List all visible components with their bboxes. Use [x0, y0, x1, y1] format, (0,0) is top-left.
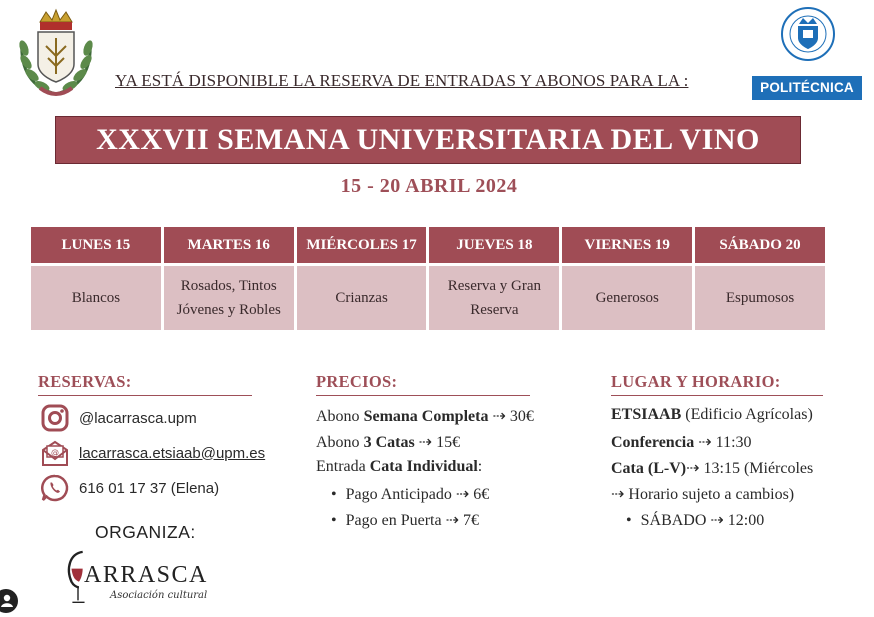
user-icon[interactable] [0, 589, 22, 613]
event-dates: 15 - 20 ABRIL 2024 [340, 175, 518, 197]
instagram-icon [40, 403, 70, 433]
schedule-theme-row [31, 266, 825, 330]
day-header: VIERNES 19 [562, 227, 692, 263]
upm-label: POLITÉCNICA [752, 76, 862, 100]
reservas-title: RESERVAS: [38, 372, 252, 396]
day-header: MIÉRCOLES 17 [297, 227, 427, 263]
day-theme: Blancos [31, 266, 161, 330]
whatsapp-icon [40, 473, 70, 503]
svg-text:@: @ [51, 448, 59, 457]
day-theme: Generosos [562, 266, 692, 330]
announcement-text: YA ESTÁ DISPONIBLE LA RESERVA DE ENTRADAS Y ABONOS PARA LA : [115, 71, 689, 90]
conferencia-line: Conferencia ⇢ 11:30 [611, 434, 752, 451]
instagram-contact[interactable] [40, 403, 197, 433]
price-abono-3: Abono 3 Catas ⇢ 15€ [316, 434, 461, 451]
place-line: ETSIAAB (Edificio Agrícolas) [611, 406, 813, 423]
lugar-title: LUGAR Y HORARIO: [611, 372, 823, 396]
sabado-bullet: • SÁBADO ⇢ 12:00 [626, 510, 764, 530]
precios-title: PRECIOS: [316, 372, 530, 396]
email-link[interactable]: lacarrasca.etsiaab@upm.es [79, 444, 266, 462]
event-title-banner: XXXVII SEMANA UNIVERSITARIA DEL VINO [55, 116, 801, 164]
phone-contact[interactable] [40, 473, 219, 503]
upm-seal-icon [780, 6, 836, 62]
phone-number[interactable]: 616 01 17 37 (Elena) [79, 479, 220, 497]
upm-logo [752, 6, 862, 98]
price-bullet: • Pago Anticipado ⇢ 6€ [331, 484, 489, 504]
carrasca-logo [64, 548, 224, 612]
email-icon [40, 438, 70, 468]
day-header: SÁBADO 20 [695, 227, 825, 263]
schedule-header-row [31, 227, 825, 263]
day-theme: Crianzas [297, 266, 427, 330]
email-contact[interactable] [40, 438, 265, 468]
carrasca-name: ARRASCA [84, 562, 208, 588]
day-header: LUNES 15 [31, 227, 161, 263]
day-theme: Espumosos [695, 266, 825, 330]
price-abono-completo: Abono Semana Completa ⇢ 30€ [316, 408, 534, 425]
day-theme: Rosados, Tintos Jóvenes y Robles [164, 266, 294, 330]
price-entrada: Entrada Cata Individual: [316, 458, 483, 475]
price-bullet: • Pago en Puerta ⇢ 7€ [331, 510, 479, 530]
day-header: JUEVES 18 [429, 227, 559, 263]
organiza-label: ORGANIZA: [95, 522, 196, 542]
schedule-table [31, 227, 825, 330]
carrasca-subtitle: Asociación cultural [110, 590, 208, 601]
schedule-change-note: ⇢ Horario sujeto a cambios) [611, 486, 795, 503]
cata-line: Cata (L-V)⇢ 13:15 (Miércoles [611, 460, 814, 477]
day-header: MARTES 16 [164, 227, 294, 263]
instagram-handle[interactable]: @lacarrasca.upm [79, 409, 197, 427]
day-theme: Reserva y Gran Reserva [429, 266, 559, 330]
coat-of-arms-logo [12, 8, 100, 100]
